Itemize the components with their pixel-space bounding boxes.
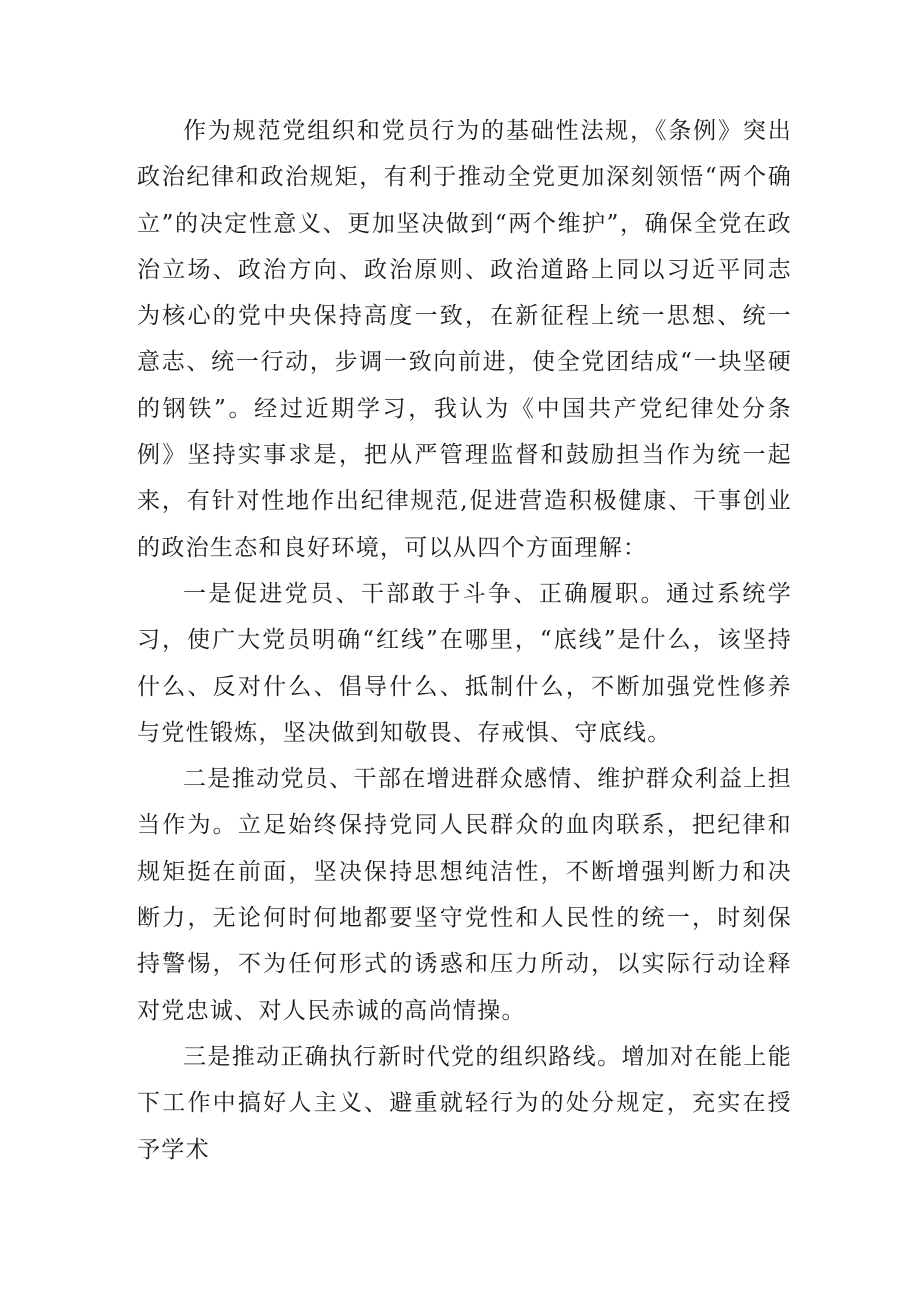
- document-body: [137, 108, 792, 1173]
- paragraph-point-two: 二是推动党员、干部在增进群众感情、维护群众利益上担当作为。立足始终保持党同人民群众的血肉联系，把纪律和规矩挺在前面，坚决保持思想纯洁性，不断增强判断力和决断力，无论何时何地都要坚守党性和人民性的统一，时刻保持警惕，不为任何形式的诱惑和压力所动，以实际行动诠释对党忠诚、对人民赤诚的高尚情操。: [137, 766, 792, 1024]
- paragraph-point-three: 三是推动正确执行新时代党的组织路线。增加对在能上能下工作中搞好人主义、避重就轻行为的处分规定，充实在授予学术: [137, 1043, 792, 1163]
- paragraph-point-one: 一是促进党员、干部敢于斗争、正确履职。通过系统学习，使广大党员明确“红线”在哪里，“底线”是什么，该坚持什么、反对什么、倡导什么、抵制什么，不断加强党性修养与党性锻炼，坚决做到知敬畏、存戒惧、守底线。: [137, 580, 792, 746]
- paragraph-intro: 作为规范党组织和党员行为的基础性法规，《条例》突出政治纪律和政治规矩，有利于推动全党更加深刻领悟“两个确立”的决定性意义、更加坚决做到“两个维护”，确保全党在政治立场、政治方向、政治原则、政治道路上同以习近平同志为核心的党中央保持高度一致，在新征程上统一思想、统一意志、统一行动，步调一致向前进，使全党团结成“一块坚硬的钢铁”。经过近期学习，我认为《中国共产党纪律处分条例》坚持实事求是，把从严管理监督和鼓励担当作为统一起来，有针对性地作出纪律规范,促进营造积极健康、干事创业的政治生态和良好环境，可以从四个方面理解：: [137, 118, 792, 561]
